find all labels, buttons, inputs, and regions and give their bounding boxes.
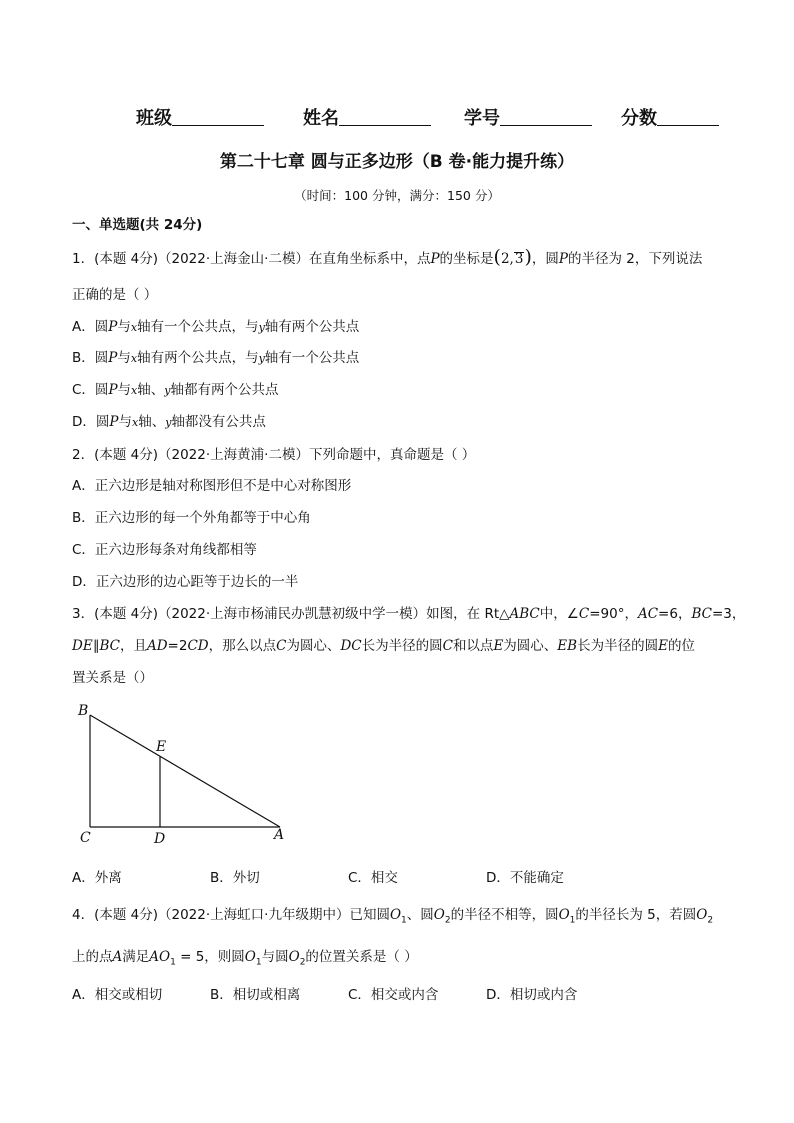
q2-stem: 2．(本题 4分)（2022·上海黄浦·二模）下列命题中，真命题是（ ） bbox=[72, 447, 476, 463]
student-id-field bbox=[464, 104, 592, 130]
label-c: C bbox=[80, 830, 91, 846]
class-blank bbox=[172, 107, 264, 126]
q4-option-b: B．相切或相离 bbox=[210, 987, 301, 1003]
q4-option-c: C．相交或内含 bbox=[348, 987, 439, 1003]
name-field bbox=[303, 104, 431, 130]
label-a: A bbox=[274, 827, 285, 843]
score-label: 分数 bbox=[621, 108, 657, 129]
q3-option-b: B．外切 bbox=[210, 870, 260, 886]
name-blank bbox=[339, 107, 431, 126]
page-title: 第二十七章 圆与正多边形（B 卷·能力提升练） bbox=[219, 152, 575, 172]
q1-stem-line2: 正确的是（ ） bbox=[72, 287, 158, 303]
name-label: 姓名 bbox=[303, 108, 339, 129]
q2-option-c: C．正六边形每条对角线都相等 bbox=[72, 542, 257, 558]
q4-stem-line2: 上的点A满足$AO_1 = 5$，则圆$O_1$与圆$O_2$的位置关系是（ ） bbox=[72, 949, 418, 968]
segment-ba bbox=[90, 715, 280, 827]
q3-triangle-figure bbox=[70, 695, 300, 855]
q1-coordinate: (2,3) bbox=[493, 246, 532, 268]
q3-stem-line3: 置关系是（） bbox=[72, 670, 153, 686]
q3-stem-line1: 3．(本题 4分)（2022·上海市杨浦民办凯慧初级中学一模）如图，在 Rt△ABC中，∠C=90°，AC=6，BC=3， bbox=[72, 606, 746, 622]
q1-option-a: A．圆P与x轴有一个公共点，与y轴有两个公共点 bbox=[72, 319, 360, 335]
q2-option-b: B．正六边形的每一个外角都等于中心角 bbox=[72, 510, 311, 526]
student-id-blank bbox=[500, 107, 592, 126]
q3-option-a: A．外离 bbox=[72, 870, 122, 886]
label-b: B bbox=[78, 703, 89, 719]
q3-option-d: D．不能确定 bbox=[486, 870, 564, 886]
label-d: D bbox=[154, 831, 166, 847]
class-label: 班级 bbox=[136, 108, 172, 129]
q1-option-c: C．圆P与x轴、y轴都有两个公共点 bbox=[72, 382, 279, 398]
score-blank bbox=[657, 107, 719, 126]
q4-stem-line1: 4．(本题 4分)（2022·上海虹口·九年级期中）已知圆$O_1$、圆$O_2$的半径不相等，圆$O_1$的半径长为 5，若圆$O_2$ bbox=[72, 907, 714, 926]
q2-option-a: A．正六边形是轴对称图形但不是中心对称图形 bbox=[72, 478, 352, 494]
page-subtitle: （时间：100 分钟，满分：150 分） bbox=[294, 188, 500, 203]
score-field bbox=[621, 104, 719, 130]
q4-option-a: A．相交或相切 bbox=[72, 987, 163, 1003]
q2-option-d: D．正六边形的边心距等于边长的一半 bbox=[72, 574, 299, 590]
q3-stem-line2: DE∥BC，且AD=2CD，那么以点C为圆心、DC长为半径的圆C和以点E为圆心、EB长为半径的圆E的位 bbox=[72, 638, 695, 654]
q3-option-c: C．相交 bbox=[348, 870, 398, 886]
q1-option-b: B．圆P与x轴有两个公共点，与y轴有一个公共点 bbox=[72, 350, 360, 366]
student-id-label: 学号 bbox=[464, 108, 500, 129]
class-field bbox=[136, 104, 264, 130]
section-heading: 一、单选题(共 24分) bbox=[72, 217, 203, 233]
q4-option-d: D．相切或内含 bbox=[486, 987, 578, 1003]
q1-stem-line1: 1．(本题 4分)（2022·上海金山·二模）在直角坐标系中，点P的坐标是(2,3)，圆P的半径为 2，下列说法 bbox=[72, 246, 703, 268]
label-e: E bbox=[156, 739, 167, 755]
q1-option-d: D．圆P与x轴、y轴都没有公共点 bbox=[72, 414, 266, 430]
